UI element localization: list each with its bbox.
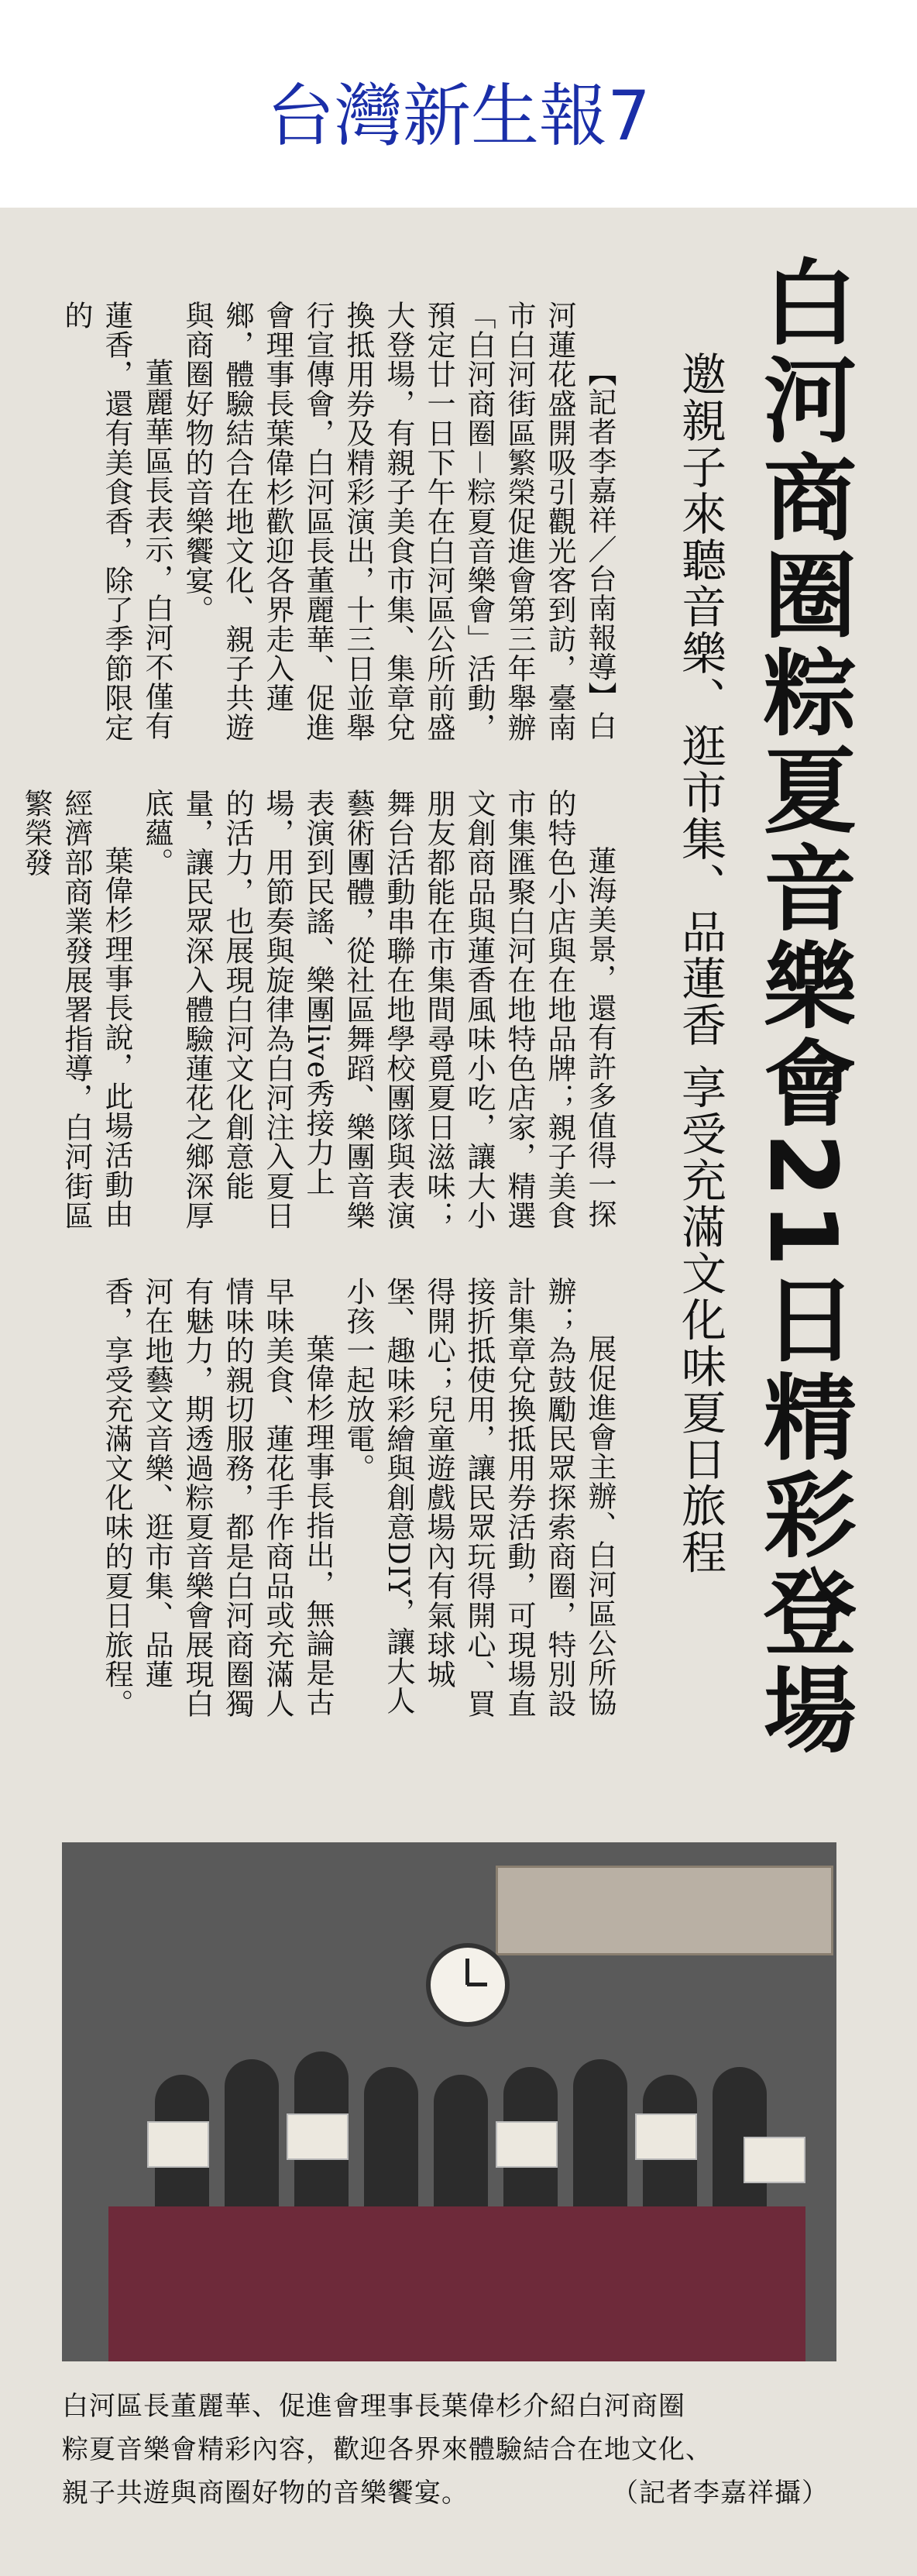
caption-line: 親子共遊與商圈好物的音樂饗宴。 bbox=[62, 2478, 469, 2509]
article-headline: 白河商圈粽夏音樂會21日精彩登場 bbox=[748, 254, 856, 1759]
newspaper-clipping bbox=[0, 208, 917, 2576]
held-sign bbox=[147, 2121, 209, 2168]
display-table bbox=[108, 2206, 805, 2361]
article-paragraph: 蓮海美景，還有許多值得一探的特色小店與在地品牌；親子美食市集匯聚白河在地特色店家，精選文創商品與蓮香風味小吃，讓大小朋友都能在市集間尋覓夏日滋味；舞台活動串聯在地學校團隊與表演藝術團體，從社區舞蹈、樂團音樂表演到民謠、樂團live秀接力上場，用節奏與旋律為白河注入夏日的活力，也展現白河文化創意能量，讓民眾深入體驗蓮花之鄉深厚底蘊。 bbox=[140, 789, 616, 1230]
article-tier-middle bbox=[19, 789, 620, 1254]
held-sign bbox=[744, 2137, 805, 2183]
held-sign bbox=[287, 2113, 349, 2160]
article-tier-top bbox=[26, 301, 620, 765]
article-paragraph: 葉偉杉理事長指出，無論是古早味美食、蓮花手作商品或充滿人情味的親切服務，都是白河商圈獨有魅力，期透過粽夏音樂會展現白河在地藝文音樂、逛市集、品蓮香，享受充滿文化味的夏日旅程。 bbox=[100, 1277, 335, 1718]
wall-clock-icon bbox=[426, 1943, 510, 2027]
held-sign bbox=[496, 2121, 558, 2168]
article-paragraph: 【記者李嘉祥／台南報導】白河蓮花盛開吸引觀光客到訪，臺南市白河街區繁榮促進會第三年舉辦「白河商圈－粽夏音樂會」活動，預定廿一日下午在白河區公所前盛大登場，有親子美食市集、集章兌換抵用券及精彩演出，十三日並舉行宣傳會，白河區長董麗華、促進會理事長葉偉杉歡迎各界走入蓮鄉，體驗結合在地文化、親子共遊與商圈好物的音樂饗宴。 bbox=[180, 301, 616, 742]
photo-credit: （記者李嘉祥攝） bbox=[612, 2478, 829, 2509]
event-photo bbox=[62, 1842, 836, 2361]
article-subheadline: 邀親子來聽音樂、逛市集、品蓮香 享受充滿文化味夏日旅程 bbox=[674, 351, 726, 1576]
photo-caption bbox=[62, 2385, 836, 2515]
article-paragraph: 展促進會主辦、白河區公所協辦；為鼓勵民眾探索商圈，特別設計集章兌換抵用券活動，可現場直接折抵使用，讓民眾玩得開心、買得開心；兒童遊戲場內有氣球城堡、趣味彩繪與創意DIY，讓大人小孩一起放電。 bbox=[342, 1277, 616, 1718]
article-paragraph: 董麗華區長表示，白河不僅有蓮香，還有美食香，除了季節限定的 bbox=[60, 301, 173, 742]
held-sign bbox=[635, 2113, 697, 2160]
caption-line: 白河區長董麗華、促進會理事長葉偉杉介紹白河商圈 bbox=[62, 2391, 685, 2422]
publication-source-line: 台灣新生報7 bbox=[266, 76, 651, 156]
headline-block bbox=[620, 223, 856, 1804]
event-banner bbox=[496, 1866, 833, 1955]
caption-line: 粽夏音樂會精彩內容，歡迎各界來體驗結合在地文化、 bbox=[62, 2434, 713, 2465]
article-paragraph: 葉偉杉理事長說，此場活動由經濟部商業發展署指導，白河街區繁榮發 bbox=[19, 789, 133, 1230]
article-body bbox=[19, 301, 620, 1757]
article-tier-bottom bbox=[26, 1277, 620, 1742]
